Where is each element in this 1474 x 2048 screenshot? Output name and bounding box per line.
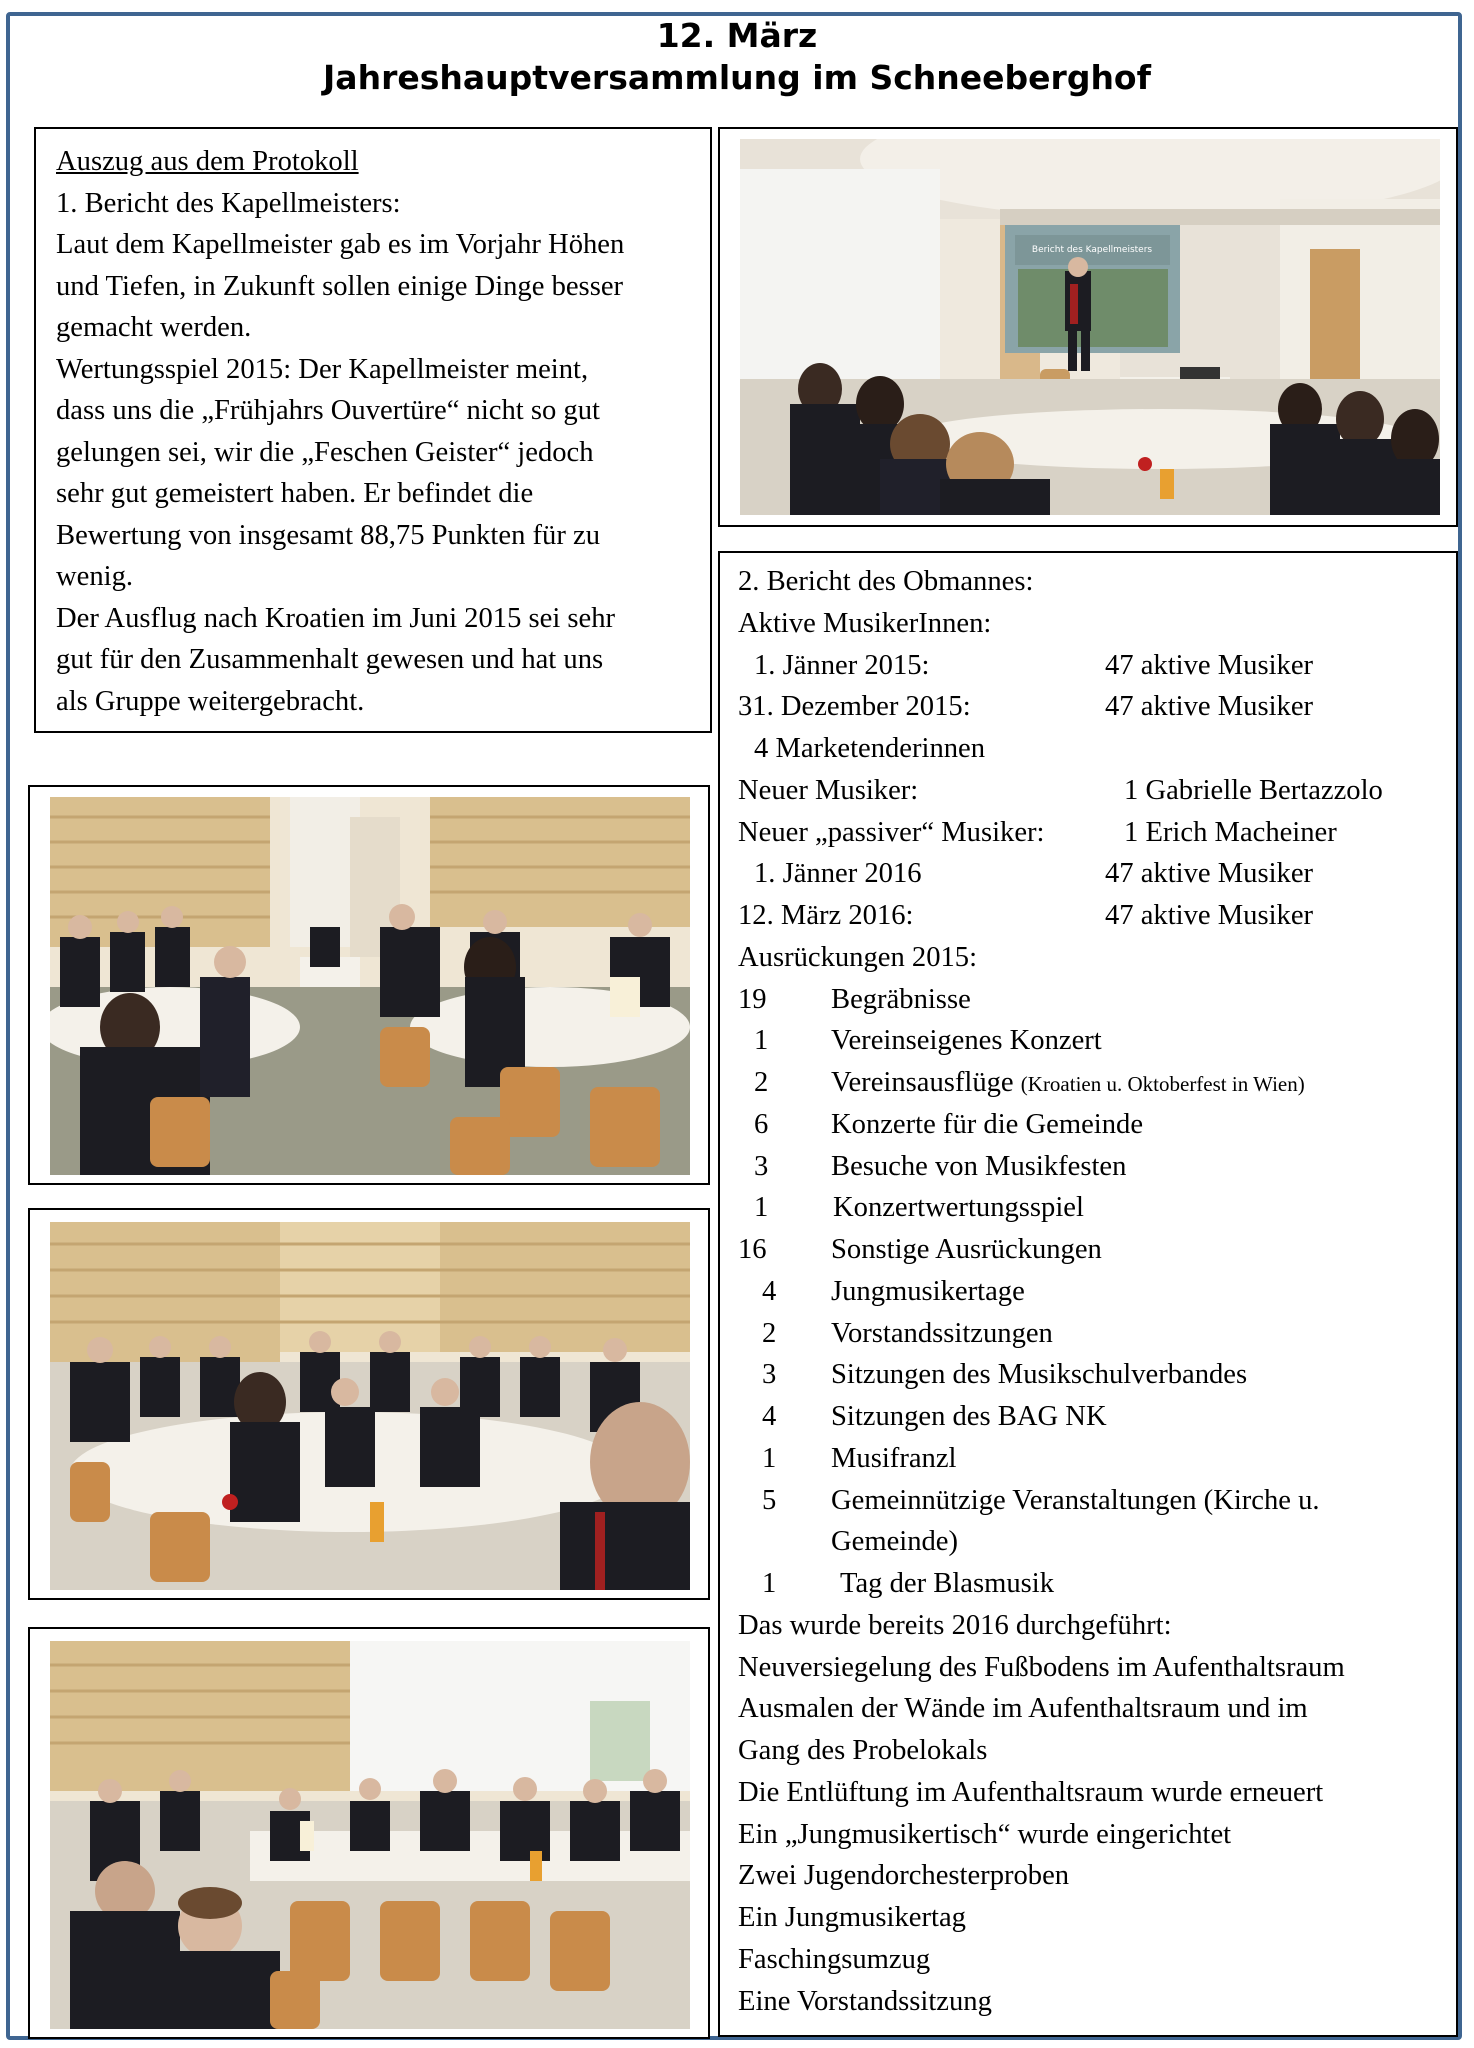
page-date: 12. März	[656, 16, 818, 55]
done-item: Zwei Jugendorchesterproben	[738, 1860, 1070, 1892]
event-count: 3	[762, 1359, 777, 1391]
event-label: Tag der Blasmusik	[840, 1568, 1055, 1599]
event-label: Besuche von Musikfesten	[831, 1150, 1127, 1182]
photo-hall-1	[50, 797, 690, 1175]
member-value: 47 aktive Musiker	[1105, 691, 1314, 723]
page-title: Jahreshauptversammlung im Schneeberghof	[323, 58, 1151, 97]
event-label: Jungmusikertage	[831, 1275, 1025, 1307]
photo-presentation	[740, 139, 1440, 515]
protokoll-line: 1. Bericht des Kapellmeisters:	[56, 187, 401, 219]
event-note: (Kroatien u. Oktoberfest in Wien)	[1020, 1072, 1305, 1096]
member-label: Neuer Musiker:	[738, 774, 919, 806]
protokoll-line: gemacht werden.	[56, 312, 252, 343]
members-heading: Aktive MusikerInnen:	[738, 607, 992, 639]
photo-frame-hall-3	[28, 1627, 710, 2039]
events-heading: Ausrückungen 2015:	[738, 941, 978, 973]
event-count: 6	[754, 1108, 769, 1140]
event-label: Konzertwertungsspiel	[833, 1192, 1084, 1224]
done-item: Faschingsumzug	[738, 1943, 931, 1975]
event-count: 1	[762, 1442, 777, 1474]
event-count: 3	[754, 1150, 769, 1182]
protokoll-box	[34, 127, 712, 733]
member-value: 47 aktive Musiker	[1105, 858, 1314, 890]
protokoll-line: dass uns die „Frühjahrs Ouvertüre“ nicht so gut	[56, 395, 600, 426]
done-item: Neuversiegelung des Fußbodens im Aufenthaltsraum	[738, 1651, 1345, 1683]
done-item: Ein Jungmusikertag	[738, 1902, 966, 1933]
event-count: 16	[738, 1234, 767, 1265]
member-label: Neuer „passiver“ Musiker:	[738, 816, 1045, 848]
event-label: Vorstandssitzungen	[831, 1317, 1053, 1349]
member-label: 12. März 2016:	[738, 900, 914, 931]
event-label: Vereinseigenes Konzert	[831, 1025, 1102, 1057]
member-label: 4 Marketenderinnen	[754, 733, 986, 764]
event-count: 4	[762, 1401, 777, 1432]
event-count: 19	[738, 983, 767, 1015]
event-label: Sitzungen des BAG NK	[831, 1401, 1107, 1432]
member-value: 1 Erich Macheiner	[1124, 816, 1337, 848]
screen-text: Bericht des Kapellmeisters	[1031, 245, 1153, 255]
event-label: Sonstige Ausrückungen	[831, 1234, 1102, 1265]
event-count: 4	[762, 1275, 777, 1307]
protokoll-heading: Auszug aus dem Protokoll	[56, 146, 359, 177]
photo-frame-hall-2	[28, 1208, 710, 1600]
protokoll-line: gelungen sei, wir die „Feschen Geister“ jedoch	[56, 436, 594, 468]
member-value: 47 aktive Musiker	[1105, 649, 1314, 681]
protokoll-line: sehr gut gemeistert haben. Er befindet die	[56, 478, 534, 509]
event-label-continued: Gemeinde)	[831, 1526, 959, 1558]
obmann-box	[718, 551, 1458, 2037]
done-heading: Das wurde bereits 2016 durchgeführt:	[738, 1609, 1172, 1641]
event-count: 2	[754, 1067, 769, 1098]
member-label: 1. Jänner 2016	[754, 858, 922, 890]
done-item: Ein „Jungmusikertisch“ wurde eingerichtet	[738, 1818, 1232, 1850]
protokoll-line: Bewertung von insgesamt 88,75 Punkten für zu	[56, 519, 600, 551]
member-label: 31. Dezember 2015:	[738, 691, 971, 723]
protokoll-line: als Gruppe weitergebracht.	[56, 685, 365, 717]
done-item: Ausmalen der Wände im Aufenthaltsraum und im	[738, 1693, 1308, 1725]
protokoll-line: gut für den Zusammenhalt gewesen und hat uns	[56, 644, 604, 675]
event-label: Gemeinnützige Veranstaltungen (Kirche u.	[831, 1484, 1320, 1516]
member-label: 1. Jänner 2015:	[754, 649, 930, 681]
event-label: Musifranzl	[831, 1442, 957, 1474]
protokoll-line: Laut dem Kapellmeister gab es im Vorjahr Höhen	[56, 229, 625, 260]
event-label: Sitzungen des Musikschulverbandes	[831, 1359, 1248, 1391]
photo-hall-2	[50, 1222, 690, 1590]
event-label: Vereinsausflüge	[831, 1067, 1014, 1098]
done-item: Eine Vorstandssitzung	[738, 1985, 992, 2017]
obmann-heading: 2. Bericht des Obmannes:	[738, 566, 1034, 597]
protokoll-line: Wertungsspiel 2015: Der Kapellmeister meint,	[56, 353, 589, 385]
event-label: Begräbnisse	[831, 983, 971, 1015]
event-count: 5	[762, 1484, 777, 1516]
event-count: 2	[762, 1317, 777, 1349]
done-item: Die Entlüftung im Aufenthaltsraum wurde erneuert	[738, 1776, 1324, 1808]
done-item: Gang des Probelokals	[738, 1735, 988, 1766]
event-count: 1	[754, 1192, 769, 1224]
photo-frame-hall-1	[28, 785, 710, 1185]
event-count: 1	[762, 1568, 777, 1599]
photo-hall-3	[50, 1641, 690, 2029]
photo-frame-presentation	[718, 127, 1458, 527]
member-value: 1 Gabrielle Bertazzolo	[1124, 774, 1383, 806]
event-count: 1	[754, 1025, 769, 1057]
member-value: 47 aktive Musiker	[1105, 900, 1314, 931]
event-label: Konzerte für die Gemeinde	[831, 1108, 1144, 1140]
protokoll-line: Der Ausflug nach Kroatien im Juni 2015 sei sehr	[56, 602, 616, 634]
protokoll-line: und Tiefen, in Zukunft sollen einige Dinge besser	[56, 270, 624, 302]
protokoll-line: wenig.	[56, 561, 134, 592]
